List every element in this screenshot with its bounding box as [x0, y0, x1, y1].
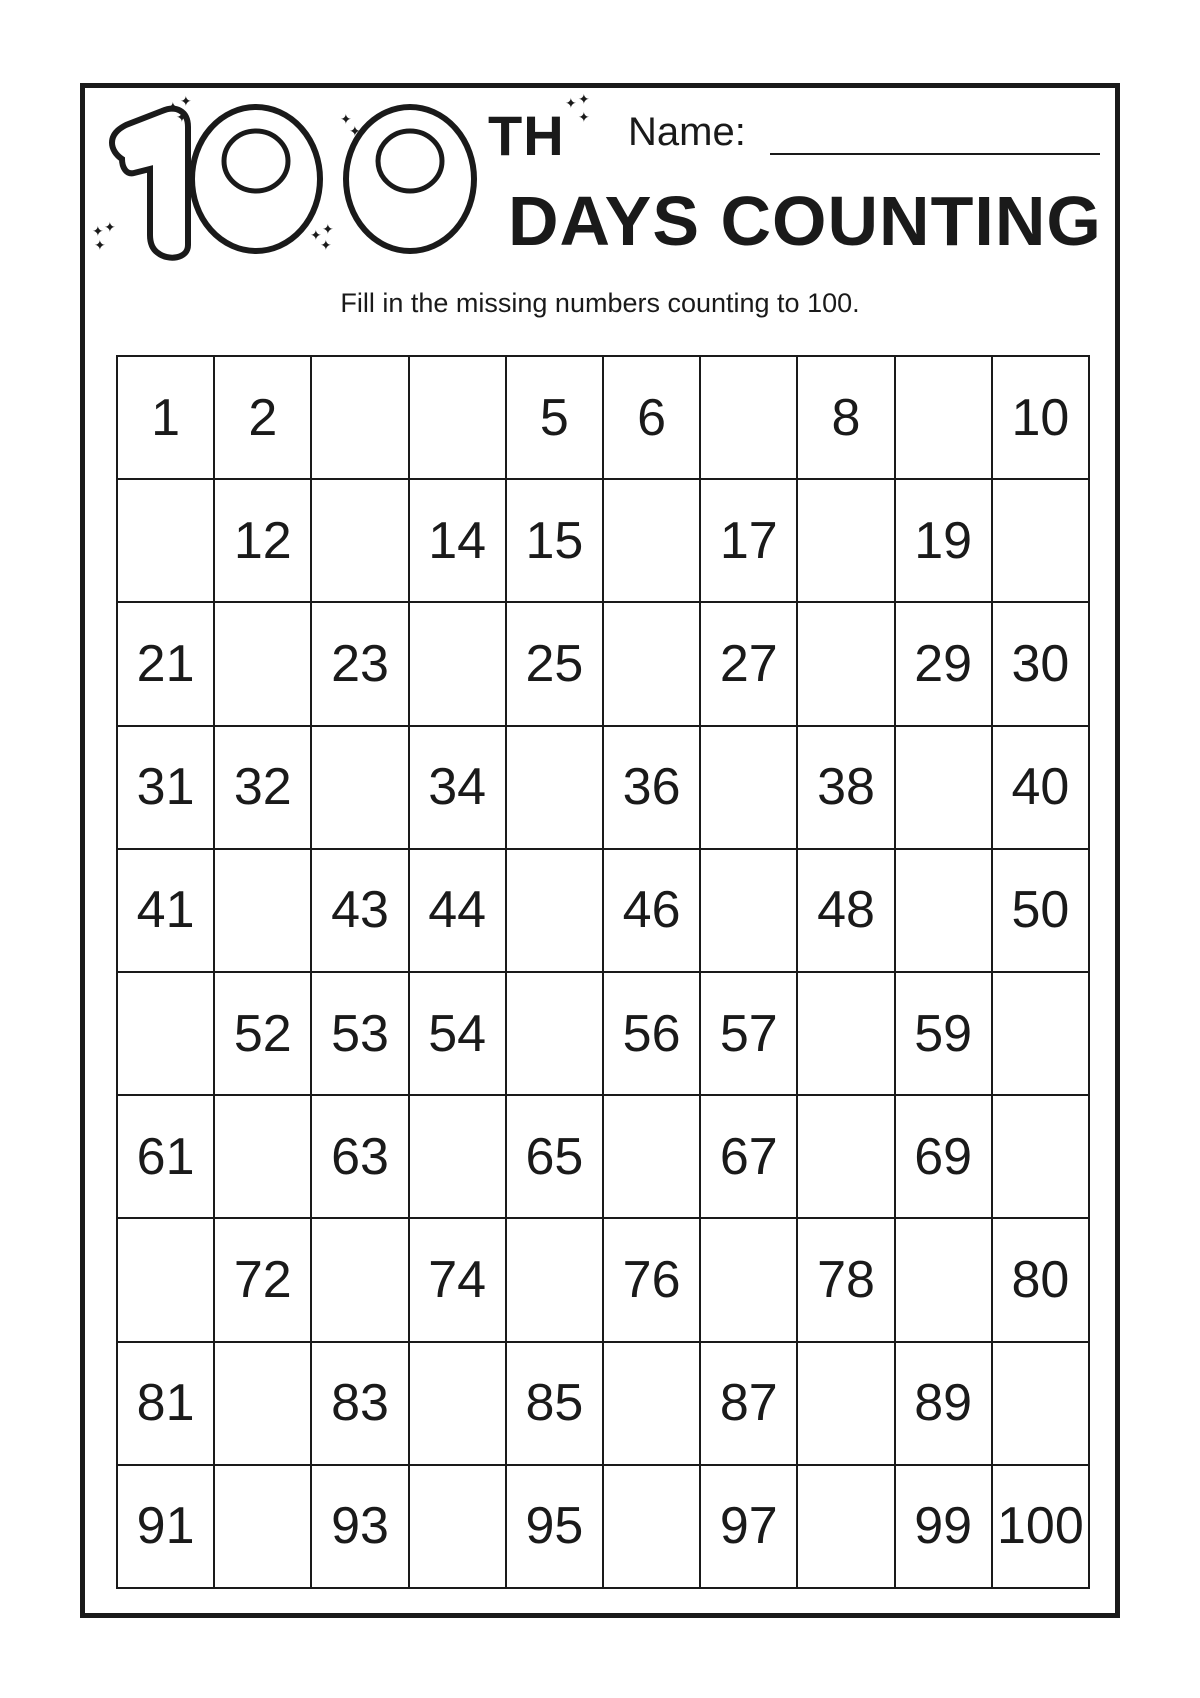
blank-cell[interactable] — [993, 480, 1090, 603]
svg-text:✦: ✦ — [322, 222, 334, 238]
blank-cell[interactable] — [215, 603, 312, 726]
blank-cell[interactable] — [215, 1466, 312, 1589]
blank-cell[interactable] — [798, 973, 895, 1096]
number-cell: 54 — [410, 973, 507, 1096]
blank-cell[interactable] — [604, 1343, 701, 1466]
number-cell: 38 — [798, 727, 895, 850]
number-cell: 50 — [993, 850, 1090, 973]
instruction-text: Fill in the missing numbers counting to 100. — [340, 288, 860, 318]
number-cell: 21 — [118, 603, 215, 726]
number-cell: 36 — [604, 727, 701, 850]
blank-cell[interactable] — [798, 1096, 895, 1219]
blank-cell[interactable] — [993, 973, 1090, 1096]
blank-cell[interactable] — [410, 1096, 507, 1219]
blank-cell[interactable] — [312, 727, 409, 850]
blank-cell[interactable] — [215, 850, 312, 973]
number-cell: 30 — [993, 603, 1090, 726]
blank-cell[interactable] — [798, 1343, 895, 1466]
blank-cell[interactable] — [993, 1343, 1090, 1466]
number-cell: 8 — [798, 357, 895, 480]
blank-cell[interactable] — [701, 727, 798, 850]
svg-text:✦: ✦ — [92, 224, 104, 240]
number-cell: 41 — [118, 850, 215, 973]
number-cell: 76 — [604, 1219, 701, 1342]
number-cell: 44 — [410, 850, 507, 973]
number-cell: 53 — [312, 973, 409, 1096]
number-cell: 43 — [312, 850, 409, 973]
number-cell: 29 — [896, 603, 993, 726]
number-cell: 97 — [701, 1466, 798, 1589]
number-cell: 23 — [312, 603, 409, 726]
svg-text:✦: ✦ — [565, 96, 577, 112]
blank-cell[interactable] — [507, 1219, 604, 1342]
blank-cell[interactable] — [312, 357, 409, 480]
svg-text:✦: ✦ — [104, 220, 116, 236]
number-cell: 2 — [215, 357, 312, 480]
blank-cell[interactable] — [312, 1219, 409, 1342]
number-cell: 91 — [118, 1466, 215, 1589]
blank-cell[interactable] — [604, 603, 701, 726]
logo-suffix: TH — [488, 104, 565, 167]
blank-cell[interactable] — [410, 357, 507, 480]
number-cell: 67 — [701, 1096, 798, 1219]
number-cell: 52 — [215, 973, 312, 1096]
number-cell: 100 — [993, 1466, 1090, 1589]
svg-text:✦: ✦ — [94, 238, 106, 254]
number-cell: 5 — [507, 357, 604, 480]
blank-cell[interactable] — [896, 357, 993, 480]
blank-cell[interactable] — [798, 480, 895, 603]
blank-cell[interactable] — [798, 603, 895, 726]
svg-text:✦: ✦ — [310, 228, 322, 244]
number-cell: 1 — [118, 357, 215, 480]
blank-cell[interactable] — [701, 357, 798, 480]
blank-cell[interactable] — [507, 973, 604, 1096]
blank-cell[interactable] — [604, 480, 701, 603]
number-cell: 15 — [507, 480, 604, 603]
blank-cell[interactable] — [312, 480, 409, 603]
blank-cell[interactable] — [215, 1096, 312, 1219]
blank-cell[interactable] — [604, 1466, 701, 1589]
blank-cell[interactable] — [410, 1466, 507, 1589]
number-cell: 78 — [798, 1219, 895, 1342]
blank-cell[interactable] — [896, 1219, 993, 1342]
blank-cell[interactable] — [798, 1466, 895, 1589]
svg-text:✦: ✦ — [578, 110, 590, 126]
number-cell: 59 — [896, 973, 993, 1096]
blank-cell[interactable] — [604, 1096, 701, 1219]
blank-cell[interactable] — [118, 1219, 215, 1342]
blank-cell[interactable] — [507, 727, 604, 850]
number-cell: 61 — [118, 1096, 215, 1219]
number-cell: 6 — [604, 357, 701, 480]
number-cell: 46 — [604, 850, 701, 973]
number-cell: 17 — [701, 480, 798, 603]
blank-cell[interactable] — [410, 1343, 507, 1466]
number-cell: 72 — [215, 1219, 312, 1342]
blank-cell[interactable] — [701, 1219, 798, 1342]
number-cell: 95 — [507, 1466, 604, 1589]
number-cell: 32 — [215, 727, 312, 850]
number-cell: 63 — [312, 1096, 409, 1219]
number-cell: 34 — [410, 727, 507, 850]
number-cell: 87 — [701, 1343, 798, 1466]
number-cell: 74 — [410, 1219, 507, 1342]
number-cell: 40 — [993, 727, 1090, 850]
svg-text:✦: ✦ — [349, 124, 361, 140]
blank-cell[interactable] — [701, 850, 798, 973]
blank-cell[interactable] — [118, 480, 215, 603]
blank-cell[interactable] — [896, 727, 993, 850]
number-cell: 83 — [312, 1343, 409, 1466]
blank-cell[interactable] — [896, 850, 993, 973]
number-cell: 65 — [507, 1096, 604, 1219]
number-cell: 25 — [507, 603, 604, 726]
blank-cell[interactable] — [118, 973, 215, 1096]
page-title: DAYS COUNTING — [508, 182, 1102, 260]
number-cell: 10 — [993, 357, 1090, 480]
logo-digit-one — [112, 109, 188, 258]
number-cell: 12 — [215, 480, 312, 603]
blank-cell[interactable] — [215, 1343, 312, 1466]
blank-cell[interactable] — [993, 1096, 1090, 1219]
name-label: Name: — [628, 110, 746, 154]
svg-text:✦: ✦ — [340, 112, 352, 128]
number-cell: 89 — [896, 1343, 993, 1466]
svg-text:✦: ✦ — [176, 110, 188, 126]
svg-text:✦: ✦ — [167, 100, 179, 116]
svg-text:✦: ✦ — [180, 94, 192, 110]
number-cell: 27 — [701, 603, 798, 726]
number-cell: 57 — [701, 973, 798, 1096]
number-cell: 48 — [798, 850, 895, 973]
number-cell: 81 — [118, 1343, 215, 1466]
blank-cell[interactable] — [410, 603, 507, 726]
number-cell: 93 — [312, 1466, 409, 1589]
svg-text:✦: ✦ — [578, 92, 590, 108]
number-cell: 80 — [993, 1219, 1090, 1342]
hundreds-chart — [116, 355, 1090, 1589]
number-cell: 69 — [896, 1096, 993, 1219]
name-input-line[interactable] — [770, 153, 1100, 155]
blank-cell[interactable] — [507, 850, 604, 973]
number-cell: 19 — [896, 480, 993, 603]
number-cell: 31 — [118, 727, 215, 850]
number-cell: 14 — [410, 480, 507, 603]
svg-text:✦: ✦ — [320, 238, 332, 254]
number-cell: 56 — [604, 973, 701, 1096]
number-cell: 99 — [896, 1466, 993, 1589]
number-cell: 85 — [507, 1343, 604, 1466]
